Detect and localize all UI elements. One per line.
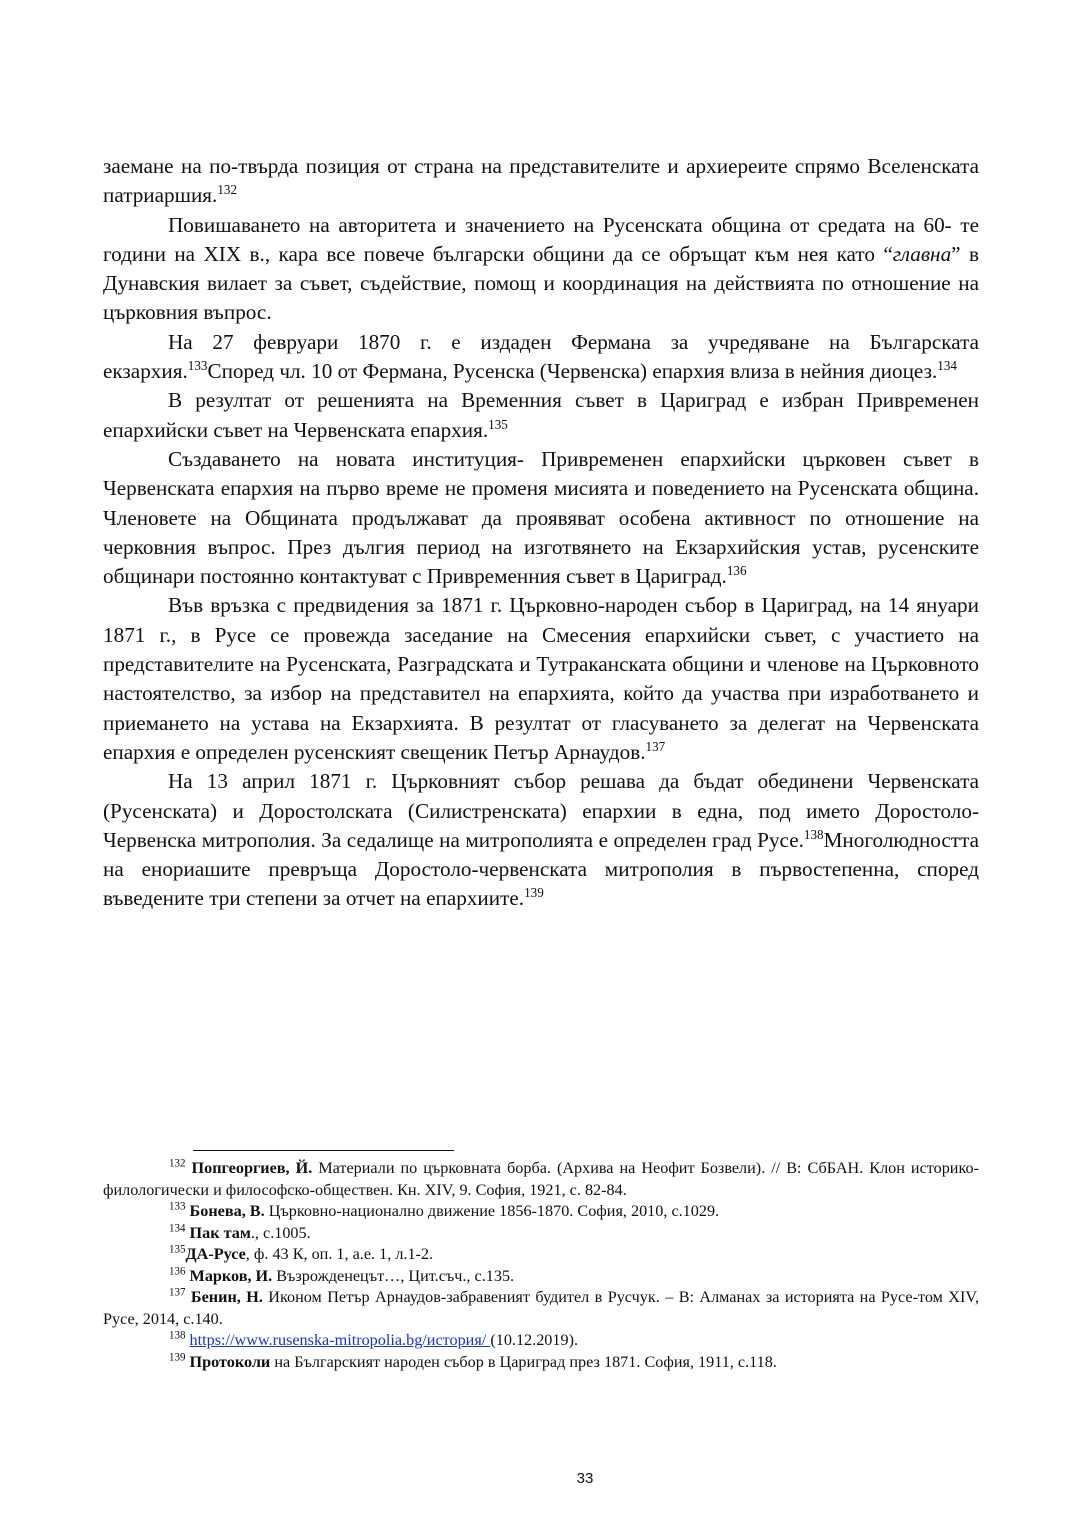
footnote-text: Възрожденецът…, Цит.съч., с.135. bbox=[272, 1266, 515, 1285]
footnote-author: Пак там bbox=[189, 1223, 251, 1242]
footnote-number: 137 bbox=[169, 1286, 186, 1299]
footnote-author: ДА-Русе bbox=[185, 1245, 246, 1263]
paragraph-4 bbox=[103, 386, 979, 445]
footnote-author: Попгеоргиев, Й. bbox=[191, 1159, 313, 1177]
footnote-139 bbox=[103, 1352, 979, 1374]
footnote-ref[interactable]: 139 bbox=[524, 885, 544, 901]
footnote-text: , ф. 43 К, оп. 1, а.е. 1, л.1-2. bbox=[245, 1245, 434, 1263]
footnote-134 bbox=[103, 1223, 979, 1245]
paragraph-text: Във връзка с предвидения за 1871 г. Църковно-народен събор в Цариград, на 14 януари 1871 г., в Русе се провежда заседание на Смесения епархийски съвет, с участието на представителите на Русенската, Разградската и Тутраканската общини и членове на Църковното настоятелство, за избор на представител на епархията, който да участва при изработването и приемането на устава на Екзархията. В резултат от гласуването за делегат на Червенската епархия е определен русенският свещеник Петър Арнаудов. bbox=[103, 593, 979, 764]
footnote-text: ., с.1005. bbox=[250, 1223, 311, 1242]
footnote-ref[interactable]: 135 bbox=[488, 416, 508, 432]
footnote-number: 136 bbox=[169, 1265, 186, 1278]
page-number: 33 bbox=[576, 1470, 594, 1487]
paragraph-5 bbox=[103, 445, 979, 591]
footnote-137 bbox=[103, 1287, 979, 1330]
footnote-ref[interactable]: 134 bbox=[937, 358, 957, 374]
footnote-text: (10.12.2019). bbox=[490, 1331, 579, 1349]
paragraph-3 bbox=[103, 328, 979, 387]
paragraph-1 bbox=[103, 152, 979, 211]
footnote-138 bbox=[103, 1330, 979, 1352]
footnote-link[interactable]: https://www.rusenska-mitropolia.bg/история/ bbox=[189, 1331, 491, 1349]
paragraph-text: Според чл. 10 от Фермана, Русенска (Червенска) епархия влиза в нейния диоцез. bbox=[207, 359, 938, 384]
footnote-ref[interactable]: 136 bbox=[726, 563, 747, 579]
paragraph-text: ” в Дунавския вилает за съвет, съдействие, помощ и координация на действията по отношение на църковния въпрос. bbox=[103, 241, 979, 325]
footnote-number: 133 bbox=[169, 1200, 186, 1213]
footnote-number: 132 bbox=[169, 1157, 186, 1170]
emphasis-text: главна bbox=[892, 241, 952, 266]
footnote-author: Марков, И. bbox=[189, 1266, 273, 1285]
footnote-text: Иконом Петър Арнаудов-забравеният будител в Русчук. – В: Алманах за историята на Русе-том XIV, Русе, 2014, с.140. bbox=[103, 1288, 980, 1328]
footnote-number: 139 bbox=[169, 1351, 186, 1364]
footnote-number: 135 bbox=[169, 1243, 186, 1256]
paragraph-text: Многолюдността на енориашите превръща Доростоло-червенската митрополия в първостепенна, според въведените три степени за отчет на епархиите. bbox=[103, 827, 979, 911]
paragraph-text: На 13 април 1871 г. Църковният събор решава да бъдат обединени Червенската (Русенската) и Доростолската (Силистренската) епархии в една, под името Доростоло-Червенска митрополия. За седалище на митрополията е определен град Русе. bbox=[103, 769, 979, 852]
footnote-number: 138 bbox=[169, 1329, 186, 1342]
footnotes bbox=[103, 1158, 979, 1373]
footnote-136 bbox=[103, 1266, 979, 1288]
footnote-author: Бонева, В. bbox=[189, 1202, 265, 1220]
paragraph-text: В резултат от решенията на Временния съвет в Цариград е избран Привременен епархийски съвет на Червенската епархия. bbox=[103, 388, 979, 442]
footnote-ref[interactable]: 137 bbox=[645, 738, 666, 754]
paragraph-text: На 27 февруари 1870 г. е издаден Фермана за учредяване на Българската екзархия. bbox=[103, 329, 979, 384]
footnote-text: Църковно-национално движение 1856-1870. София, 2010, с.1029. bbox=[264, 1202, 720, 1220]
footnote-separator bbox=[193, 1150, 454, 1151]
footnote-text: на Българският народен събор в Цариград през 1871. София, 1911, с.118. bbox=[270, 1352, 777, 1371]
paragraph-6 bbox=[103, 591, 979, 767]
footnote-133 bbox=[103, 1201, 979, 1223]
footnote-author: Протоколи bbox=[189, 1352, 271, 1371]
body-text bbox=[103, 152, 979, 914]
paragraph-text: Създаването на новата институция- Привременен епархийски църковен съвет в Червенската епархия на първо време не променя мисията и поведението на Русенската община. Членовете на Общината продължават да проявяват особена активност по отношение на черковния въпрос. През дългия период на изготвянето на Екзархийския устав, русенските общинари постоянно контактуват с Привременния съвет в Цариград. bbox=[103, 446, 979, 589]
paragraph-text: заемане на по-твърда позиция от страна на представителите и архиереите спрямо Вселенската патриаршия. bbox=[103, 154, 979, 208]
footnote-author: Бенин, Н. bbox=[190, 1288, 263, 1306]
paragraph-text: Повишаването на авторитета и значението на Русенската община от средата на 60- те години на XIX в., кара все повече български общини да се обръщат към нея като “ bbox=[103, 212, 979, 266]
footnote-132 bbox=[103, 1158, 979, 1201]
paragraph-7 bbox=[103, 767, 979, 913]
footnote-135 bbox=[103, 1244, 979, 1266]
footnote-ref[interactable]: 133 bbox=[187, 358, 208, 374]
paragraph-2 bbox=[103, 211, 979, 328]
footnote-ref[interactable]: 138 bbox=[803, 826, 824, 842]
footnote-number: 134 bbox=[169, 1222, 186, 1235]
footnote-ref[interactable]: 132 bbox=[217, 182, 238, 198]
footnote-text: Материали по църковната борба. (Архива на Неофит Бозвели). // В: СбБАН. Клон историко-филологически и философско-обществен. Кн. XIV, 9. София, 1921, с. 82-84. bbox=[103, 1159, 979, 1199]
